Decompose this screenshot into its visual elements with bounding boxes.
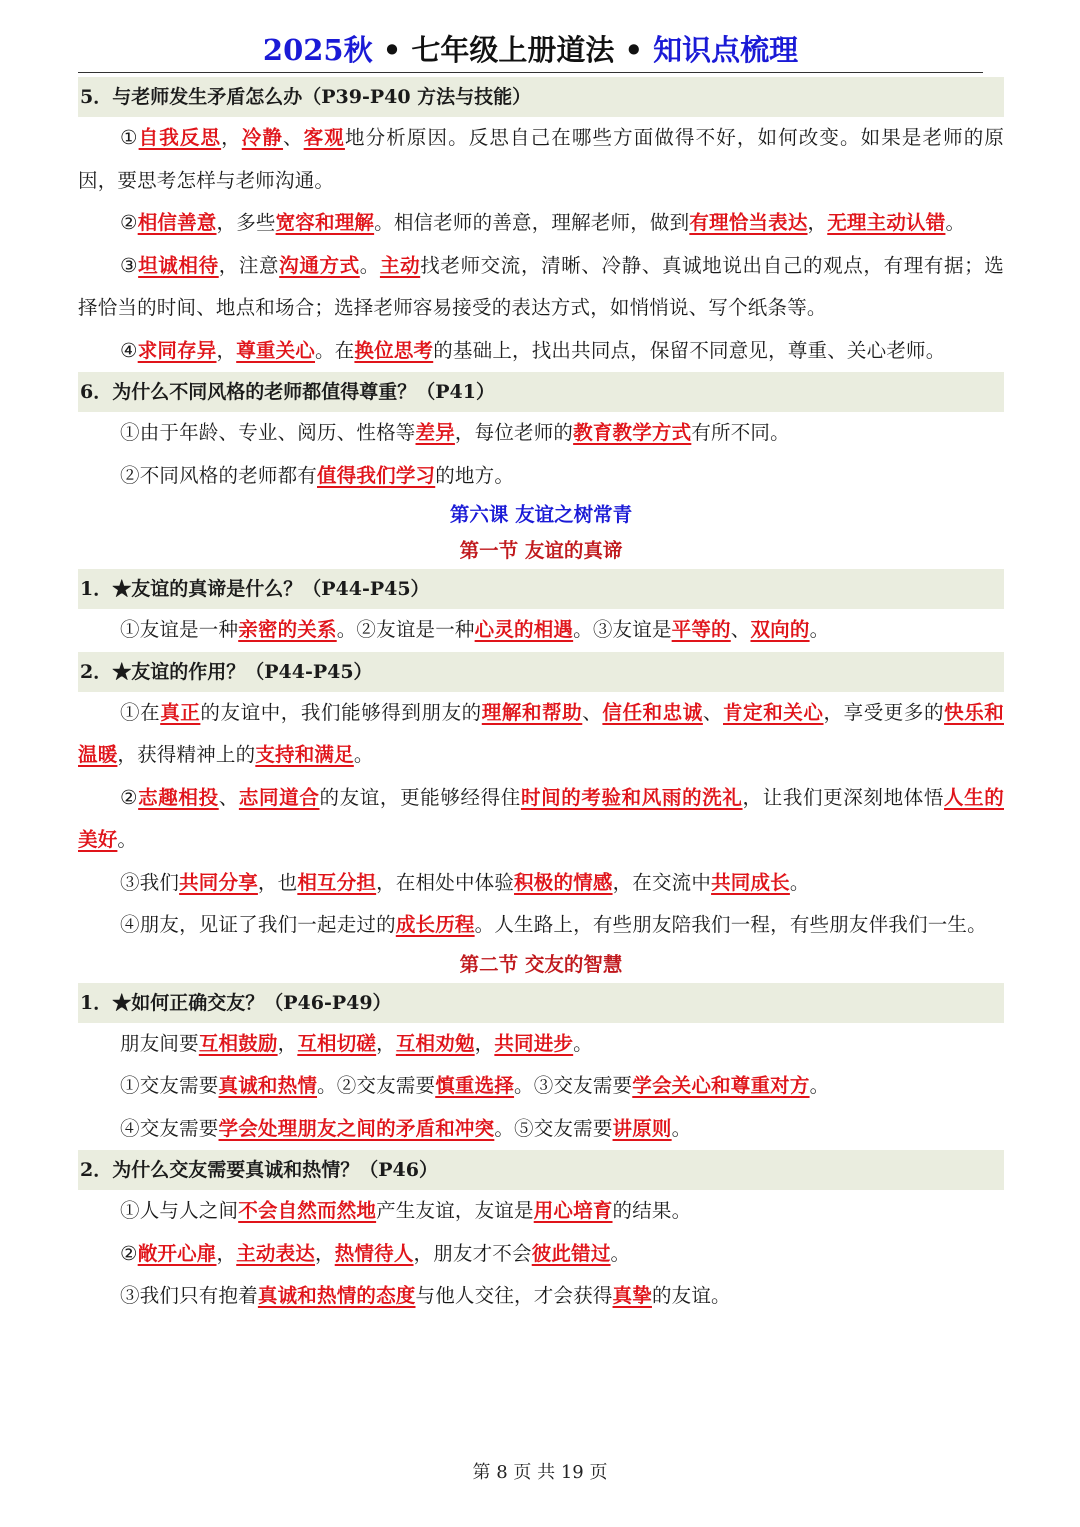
body-text: ，享受更多的 — [823, 700, 945, 724]
key-phrase: 真诚和热情的态度 — [257, 1284, 416, 1307]
answer-paragraph — [78, 245, 1004, 330]
key-phrase: 亲密的关系 — [238, 618, 337, 641]
key-phrase: 差异 — [415, 421, 455, 444]
key-phrase: 心灵的相遇 — [474, 618, 574, 641]
answer-paragraph — [78, 412, 1004, 455]
body-text: 。③交友需要 — [514, 1074, 633, 1097]
header-subject: 七年级上册道法 — [411, 33, 615, 67]
body-text: 的地方。 — [435, 463, 515, 487]
body-text: 。 — [610, 1241, 631, 1265]
key-phrase: 肯定和关心 — [723, 700, 824, 724]
key-phrase: 学会关心和尊重对方 — [632, 1074, 810, 1097]
body-text: 、 — [702, 700, 723, 724]
body-text: 。 — [117, 828, 138, 851]
key-phrase: 不会自然而然地 — [238, 1199, 377, 1222]
key-phrase: 教育教学方式 — [573, 421, 692, 444]
body-text: ② — [120, 785, 139, 809]
answer-paragraph — [78, 1190, 1004, 1233]
answer-paragraph — [78, 1233, 1004, 1276]
page-number: 第 8 页 共 19 页 — [472, 1462, 608, 1483]
body-text: 、 — [582, 700, 603, 724]
body-text: 。 — [353, 743, 374, 766]
body-text: ，注意 — [218, 253, 280, 277]
body-text: 。②交友需要 — [317, 1074, 436, 1097]
question-heading: 5．与老师发生矛盾怎么办（P39-P40 方法与技能） — [78, 77, 1004, 117]
body-text: 。 — [809, 1074, 830, 1097]
key-phrase: 求同存异 — [137, 338, 217, 362]
key-phrase: 真挚 — [612, 1284, 652, 1307]
body-text: ， — [807, 211, 828, 234]
body-text: ①人与人之间 — [120, 1199, 239, 1222]
key-phrase: 信任和忠诚 — [602, 700, 703, 724]
header-divider — [78, 72, 983, 73]
document-body — [78, 77, 1004, 1318]
answer-paragraph — [78, 1108, 1004, 1151]
body-text: 、 — [283, 126, 304, 149]
body-text: 。相信老师的善意，理解老师，做到 — [374, 211, 690, 234]
key-phrase: 理解和帮助 — [481, 700, 583, 724]
key-phrase: 共同成长 — [711, 870, 790, 894]
key-phrase: 志同道合 — [238, 785, 320, 809]
body-text: 的友谊中，我们能够得到朋友的 — [200, 700, 482, 724]
body-text: ② — [120, 1241, 138, 1265]
key-phrase: 敞开心扉 — [137, 1241, 217, 1265]
key-phrase: 成长历程 — [395, 913, 475, 936]
body-text: ，每位老师的 — [454, 421, 574, 444]
answer-paragraph — [78, 904, 1004, 947]
header-term: 2025秋 — [262, 33, 373, 67]
key-phrase: 共同分享 — [179, 870, 258, 894]
body-text: ， — [315, 1241, 335, 1265]
answer-paragraph — [78, 609, 1004, 652]
key-phrase: 慎重选择 — [435, 1074, 515, 1097]
body-text: 的基础上，找出共同点，保留不同意见，尊重、关心老师。 — [433, 338, 946, 362]
key-phrase: 自我反思 — [138, 126, 222, 149]
body-text: ，朋友才不会 — [413, 1241, 532, 1265]
section-title: 第一节 友谊的真谛 — [459, 539, 623, 562]
key-phrase: 彼此错过 — [531, 1241, 611, 1265]
key-phrase: 沟通方式 — [279, 253, 360, 277]
answer-paragraph — [78, 1023, 1004, 1066]
body-text: ①由于年龄、专业、阅历、性格等 — [120, 421, 416, 444]
body-text: 的友谊。 — [651, 1284, 731, 1307]
key-phrase: 有理恰当表达 — [689, 211, 808, 234]
key-phrase: 冷静 — [241, 126, 284, 149]
body-text: 、 — [218, 785, 239, 809]
body-text: ， — [474, 1031, 495, 1055]
key-phrase: 无理主动认错 — [827, 211, 946, 234]
body-text: 的友谊，更能够经得住 — [319, 785, 521, 809]
body-text: 。 — [359, 253, 380, 277]
body-text: ， — [221, 126, 242, 149]
key-phrase: 用心培育 — [533, 1199, 613, 1222]
body-text: 。 — [809, 618, 830, 641]
answer-paragraph — [78, 1065, 1004, 1108]
key-phrase: 互相鼓励 — [198, 1031, 278, 1055]
body-text: 。 — [671, 1116, 692, 1140]
question-heading: 2．★友谊的作用？（P44-P45） — [78, 652, 1004, 692]
header-dot: • — [614, 33, 654, 67]
body-text: ， — [216, 1241, 237, 1265]
key-phrase: 热情待人 — [334, 1241, 414, 1265]
key-phrase: 互相劝勉 — [395, 1031, 475, 1055]
question-heading: 2．为什么交友需要真诚和热情？（P46） — [78, 1150, 1004, 1190]
question-heading: 6．为什么不同风格的老师都值得尊重？（P41） — [78, 372, 1004, 412]
body-text: ①在 — [120, 700, 161, 724]
key-phrase: 真诚和热情 — [218, 1074, 318, 1097]
answer-paragraph — [78, 692, 1004, 777]
body-text: ，多些 — [216, 211, 276, 234]
question-heading: 1．★友谊的真谛是什么？（P44-P45） — [78, 569, 1004, 609]
body-text: ，让我们更深刻地体悟 — [742, 785, 944, 809]
body-text: ③我们只有抱着 — [120, 1284, 258, 1307]
key-phrase: 快乐和温暖 — [78, 700, 1004, 766]
lesson-title: 第六课 友谊之树常青 — [449, 503, 633, 526]
body-text: 找老师交流，清晰、冷静、真诚地说出自己的观点，有理有据；选择恰当的时间、地点和场合；选择老师容易接受的表达方式，如悄悄说、写个纸条等。 — [78, 253, 1004, 319]
key-phrase: 互相切磋 — [297, 1031, 377, 1055]
body-text: ③ — [120, 253, 139, 277]
page-header — [78, 28, 983, 72]
key-phrase: 讲原则 — [612, 1116, 672, 1140]
body-text: ② — [120, 211, 138, 234]
answer-paragraph — [78, 330, 1004, 373]
body-text: ③我们 — [120, 870, 180, 894]
body-text: 。⑤交友需要 — [494, 1116, 613, 1140]
header-dot: • — [372, 33, 412, 67]
body-text: ， — [277, 1031, 298, 1055]
body-text: 。②友谊是一种 — [336, 618, 475, 641]
key-phrase: 真正 — [160, 700, 201, 724]
body-text: 、 — [730, 618, 751, 641]
key-phrase: 尊重关心 — [236, 338, 316, 362]
key-phrase: 平等的 — [671, 618, 731, 641]
key-phrase: 换位思考 — [354, 338, 434, 362]
section-title: 第二节 交友的智慧 — [459, 952, 623, 976]
answer-paragraph — [78, 862, 1004, 905]
body-text: 。 — [573, 1031, 593, 1055]
key-phrase: 积极的情感 — [514, 870, 613, 894]
answer-paragraph — [78, 117, 1004, 202]
key-phrase: 相信善意 — [137, 211, 217, 234]
body-text: ④交友需要 — [120, 1116, 219, 1140]
body-text: ，获得精神上的 — [117, 743, 256, 766]
body-text: ， — [216, 338, 237, 362]
body-text: ①友谊是一种 — [120, 618, 239, 641]
key-phrase: 主动表达 — [236, 1241, 316, 1265]
body-text: ，在相处中体验 — [376, 870, 515, 894]
body-text: ，也 — [257, 870, 298, 894]
key-phrase: 相互分担 — [297, 870, 377, 894]
answer-paragraph — [78, 1275, 1004, 1318]
body-text: 有所不同。 — [691, 421, 790, 444]
key-phrase: 值得我们学习 — [317, 463, 436, 487]
body-text: ， — [376, 1031, 396, 1055]
body-text: ②不同风格的老师都有 — [120, 463, 318, 487]
key-phrase: 支持和满足 — [255, 743, 354, 766]
body-text: 地分析原因。反思自己在哪些方面做得不好，如何改变。如果是老师的原因，要思考怎样与老师沟通。 — [78, 126, 1005, 192]
key-phrase: 客观 — [303, 126, 345, 149]
answer-paragraph — [78, 455, 1004, 498]
key-phrase: 主动 — [379, 253, 421, 277]
key-phrase: 双向的 — [750, 618, 810, 641]
key-phrase: 宽容和理解 — [275, 211, 375, 234]
body-text: 。在 — [315, 338, 355, 362]
body-text: ①交友需要 — [120, 1074, 219, 1097]
body-text: ① — [120, 126, 139, 149]
body-text: 。③友谊是 — [573, 618, 672, 641]
header-topic: 知识点梳理 — [653, 33, 799, 67]
key-phrase: 共同进步 — [494, 1031, 574, 1055]
body-text: 。 — [945, 211, 966, 234]
key-phrase: 坦诚相待 — [138, 253, 219, 277]
key-phrase: 时间的考验和风雨的洗礼 — [520, 785, 743, 809]
body-text: 朋友间要 — [120, 1031, 199, 1055]
key-phrase: 人生的美好 — [78, 785, 1004, 851]
body-text: 的结果。 — [612, 1199, 692, 1222]
body-text: ④ — [120, 338, 138, 362]
answer-paragraph — [78, 202, 1004, 245]
answer-paragraph — [78, 777, 1004, 862]
body-text: ，在交流中 — [612, 870, 712, 894]
body-text: ④朋友，见证了我们一起走过的 — [120, 913, 396, 936]
key-phrase: 学会处理朋友之间的矛盾和冲突 — [218, 1116, 495, 1140]
body-text: 。人生路上，有些朋友陪我们一程，有些朋友伴我们一生。 — [474, 913, 987, 936]
body-text: 与他人交往，才会获得 — [415, 1284, 613, 1307]
body-text: 产生友谊，友谊是 — [376, 1199, 534, 1222]
question-heading: 1．★如何正确交友？（P46-P49） — [78, 983, 1004, 1023]
body-text: 。 — [789, 870, 810, 894]
key-phrase: 志趣相投 — [138, 785, 219, 809]
